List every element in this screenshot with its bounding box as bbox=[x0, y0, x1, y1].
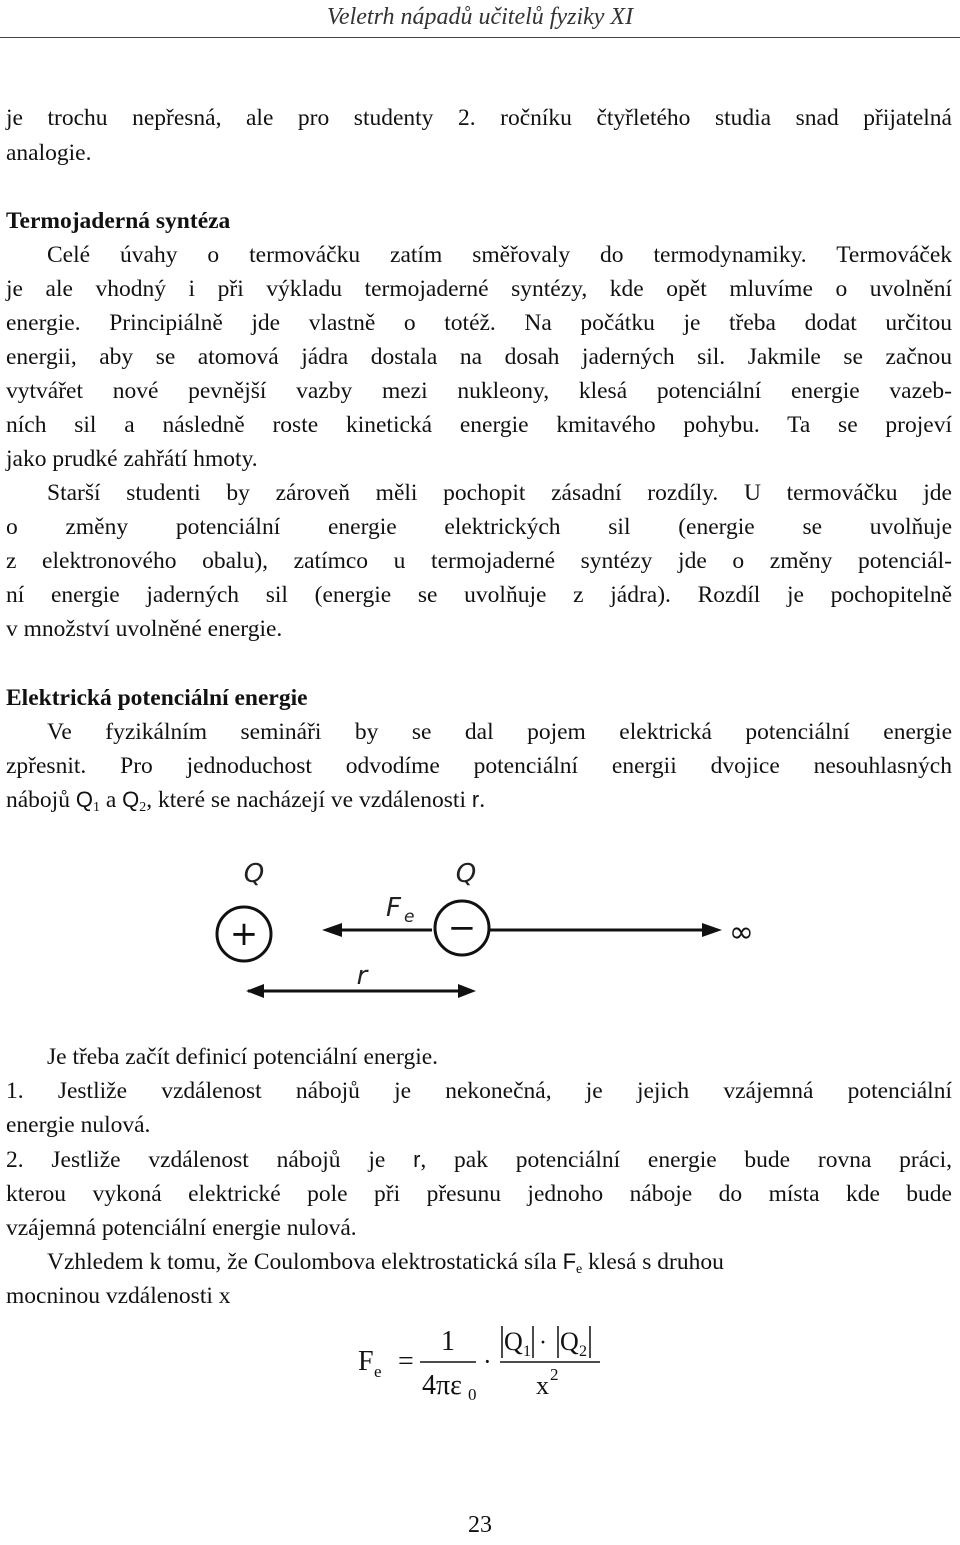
formula-equals: = bbox=[398, 1346, 414, 1377]
text-line: je ale vhodný i při výkladu termojaderné syntézy, kde opět mluvíme o uvolnění bbox=[6, 276, 952, 302]
text-line: o změny potenciální energie elektrických sil (energie se uvolňuje bbox=[6, 514, 952, 540]
text-line-charges: nábojů $Q_1$ a $Q_2$, které se nacházejí ve vzdálenosti r. bbox=[6, 787, 486, 815]
coulomb-formula bbox=[340, 1320, 640, 1410]
formula-x: x bbox=[536, 1371, 549, 1400]
text-line: ní energie jaderných sil (energie se uvolňuje z jádra). Rozdíl je pochopitelně bbox=[6, 582, 952, 608]
charges-diagram bbox=[0, 850, 960, 1015]
text-line: energie nulová. bbox=[6, 1112, 151, 1138]
text-line-coulomb: Vzhledem k tomu, že Coulombova elektrostatická síla $F_e$ klesá s druhou bbox=[47, 1249, 724, 1277]
text-line: ních sil a následně roste kinetická energie kmitavého pohybu. Ta se projeví bbox=[6, 412, 952, 438]
text-line: Je třeba začít definicí potenciální energie. bbox=[47, 1044, 439, 1070]
header-rule bbox=[0, 37, 960, 38]
text-line: je trochu nepřesná, ale pro studenty 2. ročníku čtyřletého studia snad přijatelná bbox=[6, 105, 952, 131]
infinity-arrowhead bbox=[702, 923, 722, 937]
text-line: analogie. bbox=[6, 140, 92, 166]
distance-arrowhead-left bbox=[246, 984, 264, 998]
formula-q1-sub: 1 bbox=[523, 1343, 531, 1360]
text-line: Ve fyzikálním semináři by se dal pojem elektrická potenciální energie bbox=[47, 719, 952, 745]
text-line: energie. Principiálně jde vlastně o totéž. Na počátku je třeba dodat určitou bbox=[6, 310, 952, 336]
text-line: zpřesnit. Pro jednoduchost odvodíme potenciální energii dvojice nesouhlasných bbox=[6, 753, 952, 779]
charge-label-left: Q bbox=[243, 859, 265, 889]
text-line: Celé úvahy o termováčku zatím směřovaly do termodynamiky. Termováček bbox=[47, 242, 952, 268]
minus-sign: − bbox=[447, 908, 477, 948]
formula-denominator-sub: 0 bbox=[468, 1385, 477, 1404]
formula-lhs-sub: e bbox=[374, 1362, 382, 1381]
page-number: 23 bbox=[468, 1512, 492, 1538]
text-line: Starší studenti by zároveň měli pochopit zásadní rozdíly. U termováčku jde bbox=[47, 480, 952, 506]
text-line: v množství uvolněné energie. bbox=[6, 616, 283, 642]
text-line: z elektronového obalu), zatímco u termojaderné syntézy jde o změny potenciál- bbox=[6, 548, 952, 574]
formula-q2: Q bbox=[560, 1327, 579, 1356]
force-label-sub: e bbox=[404, 907, 415, 927]
text-line: vytvářet nové pevnější vazby mezi nukleony, klesá potenciální energie vazeb- bbox=[6, 378, 952, 404]
text-line: vzájemná potenciální energie nulová. bbox=[6, 1215, 357, 1241]
text-line: 1. Jestliže vzdálenost nábojů je nekonečná, je jejich vzájemná potenciální bbox=[6, 1078, 952, 1104]
formula-denominator: 4πε bbox=[422, 1370, 462, 1401]
distance-label: r bbox=[356, 961, 368, 991]
infinity-symbol: ∞ bbox=[729, 915, 754, 950]
running-header: Veletrh nápadů učitelů fyziky XI bbox=[326, 4, 634, 30]
text-line: kterou vykoná elektrické pole při přesunu jednoho náboje do místa kde bude bbox=[6, 1181, 952, 1207]
force-arrowhead bbox=[322, 923, 342, 937]
formula-exp: 2 bbox=[550, 1365, 559, 1384]
formula-q1: Q bbox=[504, 1327, 523, 1356]
text-line: jako prudké zahřátí hmoty. bbox=[6, 446, 258, 472]
formula-lhs: F bbox=[358, 1346, 374, 1377]
formula-dot-2: · bbox=[539, 1330, 547, 1356]
section-heading: Elektrická potenciální energie bbox=[6, 685, 308, 711]
distance-arrowhead-right bbox=[458, 984, 476, 998]
charge-label-right: Q bbox=[455, 859, 477, 889]
formula-q2-sub: 2 bbox=[579, 1343, 587, 1360]
section-heading: Termojaderná syntéza bbox=[6, 208, 231, 234]
formula-numerator: 1 bbox=[441, 1326, 455, 1357]
formula-dot: · bbox=[483, 1347, 492, 1376]
text-line: energii, aby se atomová jádra dostala na dosah jaderných sil. Jakmile se začnou bbox=[6, 344, 952, 370]
force-label: F bbox=[386, 893, 401, 923]
plus-sign: + bbox=[229, 914, 259, 954]
text-line: mocninou vzdálenosti x bbox=[6, 1283, 231, 1309]
text-line-distance: 2. Jestliže vzdálenost nábojů je r, pak potenciální energie bude rovna práci, bbox=[6, 1147, 952, 1173]
